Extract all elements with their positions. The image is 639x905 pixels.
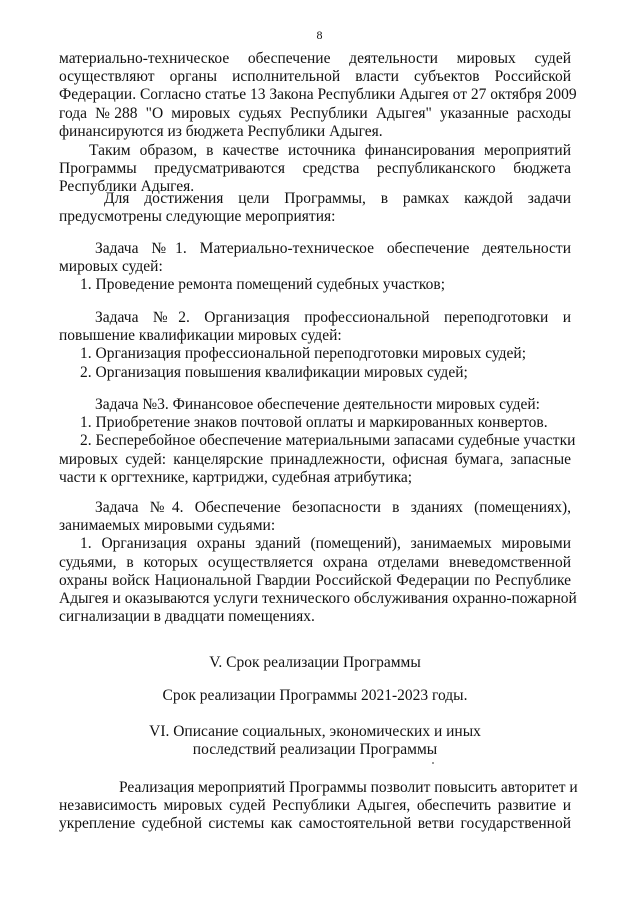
text-line: Адыгея и оказываются услуги технического обслуживания охранно-пожарной xyxy=(59,589,577,607)
section-title: V. Срок реализации Программы xyxy=(209,654,421,671)
list-item: 2. Организация повышения квалификации мировых судей; xyxy=(80,363,468,381)
list-item: 1. Организация охраны зданий (помещений), занимаемых мировыми xyxy=(80,535,571,553)
text-line: года №288 "О мировых судьях Республики Адыгея" указанные расходы xyxy=(59,104,571,122)
section-v-body xyxy=(59,687,571,705)
text-line: части к оргтехнике, картриджи, судебная атрибутика; xyxy=(59,468,413,486)
text-line: предусмотрены следующие мероприятия: xyxy=(59,208,336,226)
paragraph-measures-intro xyxy=(59,190,571,226)
text-line: Таким образом, в качестве источника финансирования мероприятий xyxy=(89,142,571,159)
section-v-heading xyxy=(59,654,571,672)
text-line: охраны войск Национальной Гвардии Российской Федерации по Республике xyxy=(59,571,571,589)
task-heading: Задача №1. Материально-техническое обеспечение деятельности xyxy=(95,240,571,257)
list-item: 1. Организация профессиональной переподготовки мировых судей; xyxy=(80,345,527,363)
list-item: 1. Проведение ремонта помещений судебных участков; xyxy=(80,276,446,294)
text-line: Программы предусматриваются средства республиканского бюджета xyxy=(59,160,571,178)
text-line: повышение квалификации мировых судей: xyxy=(59,327,342,345)
task-heading: Задача №4. Обеспечение безопасности в зданиях (помещениях), xyxy=(95,499,571,516)
scan-speck xyxy=(432,762,434,764)
text-line: Для достижения цели Программы, в рамках каждой задачи xyxy=(104,190,571,207)
text-line: Республики Адыгея. xyxy=(59,178,195,196)
text-line: мировых судей: канцелярские принадлежности, офисная бумага, запасные xyxy=(59,450,571,468)
text-line: независимость мировых судей Республики Адыгея, обеспечить развитие и xyxy=(59,797,571,815)
text-line: укрепление судебной системы как самостоятельной ветви государственной xyxy=(59,815,571,833)
section-title: VI. Описание социальных, экономических и иных xyxy=(149,723,481,740)
text-line: материально-техническое обеспечение деятельности мировых судей xyxy=(59,50,571,67)
text-line: Реализация мероприятий Программы позволит повысить авторитет и xyxy=(119,779,578,796)
text-line: Срок реализации Программы 2021-2023 годы. xyxy=(162,687,468,704)
list-item: 2. Бесперебойное обеспечение материальными запасами судебные участки xyxy=(80,432,576,450)
text-line: финансируются из бюджета Республики Адыгея. xyxy=(59,122,383,140)
page-number: 8 xyxy=(316,28,323,42)
list-item: 1. Приобретение знаков почтовой оплаты и маркированных конвертов. xyxy=(80,414,548,432)
task-heading: Задача №3. Финансовое обеспечение деятельности мировых судей: xyxy=(95,396,540,413)
text-line: занимаемых мировыми судьями: xyxy=(59,517,276,535)
task-heading: Задача №2. Организация профессиональной переподготовки и xyxy=(95,309,571,326)
text-line: Федерации. Согласно статье 13 Закона Республики Адыгея от 27 октября 2009 xyxy=(59,86,577,104)
task-4 xyxy=(59,499,577,626)
task-3 xyxy=(59,396,576,487)
section-vi-heading xyxy=(59,723,571,759)
paragraph-consequences xyxy=(59,779,578,834)
task-1 xyxy=(59,240,571,295)
text-line: осуществляют органы исполнительной власти субъектов Российской xyxy=(59,68,571,86)
section-title: последствий реализации Программы xyxy=(192,741,438,759)
text-line: мировых судей: xyxy=(59,258,163,276)
paragraph-funding-executive xyxy=(59,50,577,141)
text-line: сигнализации в двадцати помещениях. xyxy=(59,608,315,626)
task-2 xyxy=(59,309,571,382)
paragraph-funding-source xyxy=(59,142,571,197)
text-line: судьями, в которых осуществляется охрана отделами вневедомственной xyxy=(59,553,571,571)
